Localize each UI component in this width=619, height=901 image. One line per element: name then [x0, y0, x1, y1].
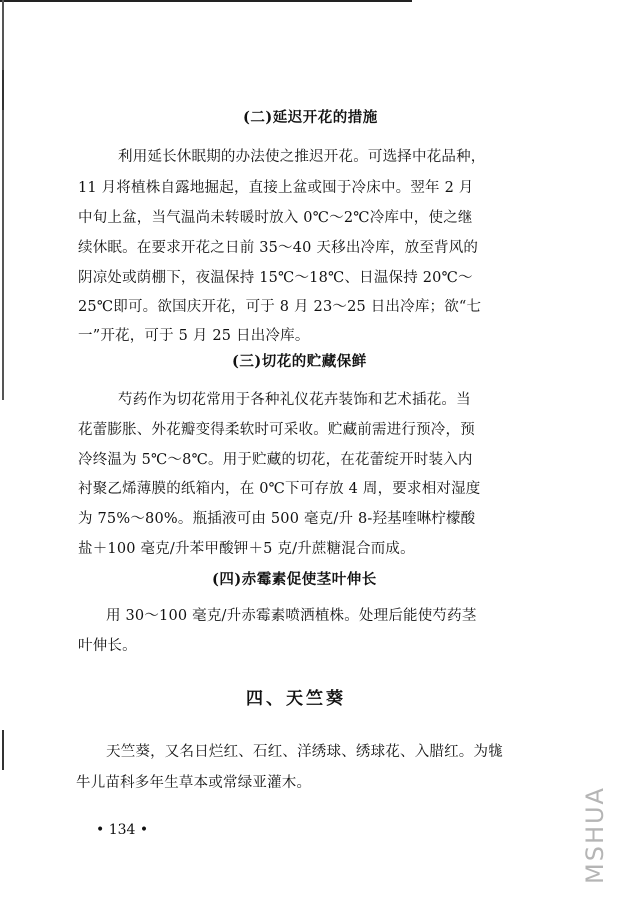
section-heading: (三)切花的贮藏保鲜: [232, 353, 367, 370]
paragraph-line: 叶伸长。: [78, 638, 137, 654]
paragraph-line: 阴凉处或荫棚下，夜温保持 15℃～18℃、日温保持 20℃～: [78, 270, 473, 286]
page-number: • 134 •: [96, 822, 149, 838]
paragraph-line: 中旬上盆，当气温尚未转暖时放入 0℃～2℃冷库中，使之继: [78, 210, 473, 226]
paragraph-line: 芍药作为切花常用于各种礼仪花卉装饰和艺术插花。当: [118, 392, 471, 408]
paragraph-line: 利用延长休眠期的办法使之推迟开花。可选择中花品种，: [118, 149, 486, 165]
paragraph-line: 盐＋100 毫克/升苯甲酸钾＋5 克/升蔗糖混合而成。: [78, 541, 415, 557]
paragraph-line: 花蕾膨胀、外花瓣变得柔软时可采收。贮藏前需进行预冷，预: [78, 422, 475, 438]
section-heading: (四)赤霉素促使茎叶伸长: [212, 571, 377, 588]
scan-edge-line: [0, 0, 412, 2]
paragraph-line: 为 75%～80%。瓶插液可由 500 毫克/升 8-羟基喹啉柠檬酸: [78, 511, 476, 527]
watermark: [580, 780, 610, 890]
watermark-text: MSHUA: [581, 786, 610, 884]
scan-edge-mark: [2, 730, 4, 770]
paragraph-line: 用 30～100 毫克/升赤霉素喷洒植株。处理后能使芍药茎: [106, 608, 477, 624]
paragraph-line: 续休眠。在要求开花之日前 35～40 天移出冷库，放至背风的: [78, 240, 479, 256]
scan-edge-mark: [2, 70, 4, 110]
chapter-heading: 四、天竺葵: [246, 689, 346, 709]
section-heading: (二)延迟开花的措施: [243, 109, 378, 126]
paragraph-line: 一”开花，可于 5 月 25 日出冷库。: [78, 328, 310, 344]
paragraph-line: 衬聚乙烯薄膜的纸箱内，在 0℃下可存放 4 周，要求相对湿度: [78, 481, 481, 497]
paragraph-line: 11 月将植株自露地掘起，直接上盆或囤于冷床中。翌年 2 月: [78, 180, 474, 196]
paragraph-line: 天竺葵，又名日烂红、石红、洋绣球、绣球花、入腊红。为牻: [106, 744, 503, 760]
paragraph-line: 牛儿苗科多年生草本或常绿亚灌木。: [76, 775, 312, 791]
scan-edge-line: [2, 0, 4, 400]
paragraph-line: 冷终温为 5℃～8℃。用于贮藏的切花，在花蕾绽开时装入内: [78, 452, 473, 468]
paragraph-line: 25℃即可。欲国庆开花，可于 8 月 23～25 日出冷库；欲“七: [78, 299, 482, 315]
